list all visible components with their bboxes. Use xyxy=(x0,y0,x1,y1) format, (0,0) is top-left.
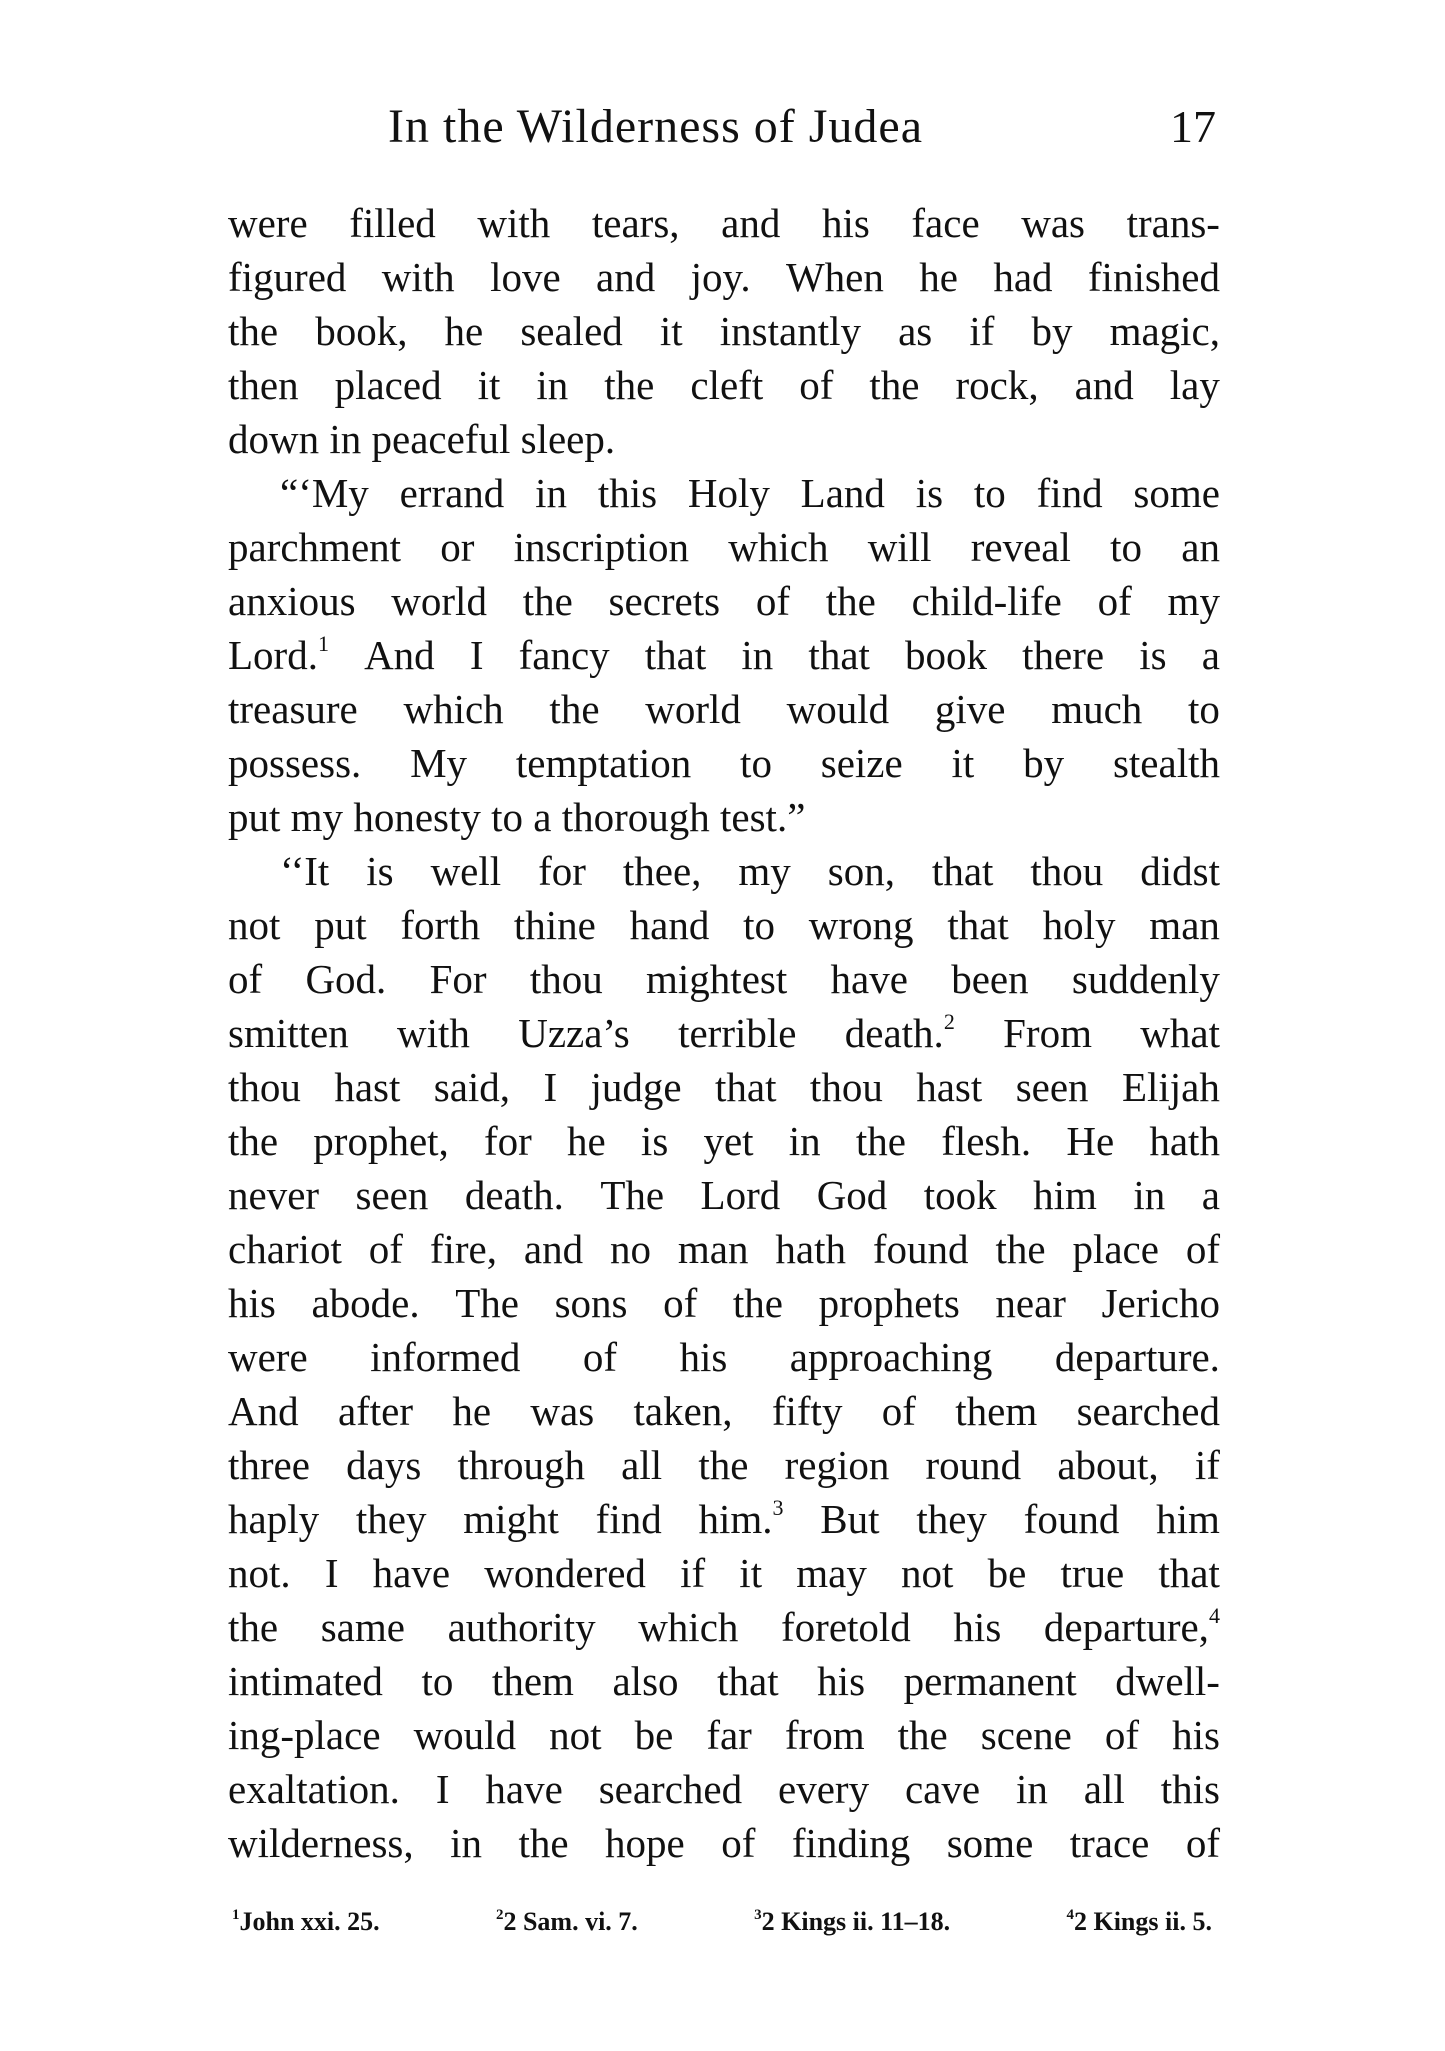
text-line-14: not put forth thine hand to wrong that holy man xyxy=(228,902,1220,948)
running-title: In the Wilderness of Judea xyxy=(388,100,924,153)
page-number: 17 xyxy=(1170,101,1216,152)
text-line-22: were informed of his approaching departure. xyxy=(228,1334,1220,1380)
text-line-7: parchment or inscription which will reveal to an xyxy=(228,524,1220,570)
text-line-8: anxious world the secrets of the child-life of my xyxy=(228,578,1220,624)
text-line-24: three days through all the region round about, if xyxy=(228,1442,1220,1488)
text-line-20: chariot of fire, and no man hath found the place of xyxy=(228,1226,1220,1272)
text-line-17: thou hast said, I judge that thou hast seen Elijah xyxy=(228,1064,1220,1110)
text-line-25: haply they might find him.$^3$ But they found him xyxy=(228,1495,1220,1542)
text-line-11: possess. My temptation to seize it by stealth xyxy=(228,740,1220,786)
text-line-3: the book, he sealed it instantly as if by magic, xyxy=(228,308,1220,354)
text-line-28: intimated to them also that his permanent dwell- xyxy=(228,1658,1220,1704)
text-line-16: smitten with Uzza’s terrible death.$^2$ From what xyxy=(228,1009,1220,1056)
footnote-ref-2: 2 xyxy=(943,1009,955,1034)
text-line-26: not. I have wondered if it may not be true that xyxy=(228,1550,1220,1596)
text-line-9: Lord.$^1$ And I fancy that in that book there is a xyxy=(228,631,1220,678)
text-line-6: “‘My errand in this Holy Land is to find some xyxy=(280,470,1220,516)
text-line-15: of God. For thou mightest have been suddenly xyxy=(228,956,1220,1002)
footnotes xyxy=(232,1902,1212,1942)
text-line-23: And after he was taken, fifty of them searched xyxy=(228,1388,1220,1434)
footnote-ref-3: 3 xyxy=(772,1495,784,1520)
text-line-30: exaltation. I have searched every cave in all this xyxy=(228,1766,1220,1812)
text-line-10: treasure which the world would give much to xyxy=(228,686,1220,732)
footnote-2: $^2$2 Sam. vi. 7. xyxy=(495,1907,638,1936)
text-line-29: ing-place would not be far from the scene of his xyxy=(228,1712,1220,1758)
text-line-1: were filled with tears, and his face was trans- xyxy=(228,200,1220,246)
text-line-31: wilderness, in the hope of finding some trace of xyxy=(228,1820,1220,1866)
body-text xyxy=(228,196,1220,1870)
running-header xyxy=(228,92,1220,162)
footnote-1: $^1$John xxi. 25. xyxy=(232,1907,380,1936)
text-line-27: the same authority which foretold his departure,$^4$ xyxy=(228,1603,1220,1650)
text-line-13: ‘‘It is well for thee, my son, that thou didst xyxy=(280,848,1220,894)
text-line-2: figured with love and joy. When he had finished xyxy=(228,254,1220,300)
text-line-21: his abode. The sons of the prophets near Jericho xyxy=(228,1280,1220,1326)
text-line-18: the prophet, for he is yet in the flesh. He hath xyxy=(228,1118,1220,1164)
text-line-12: put my honesty to a thorough test.” xyxy=(228,794,806,840)
footnote-ref-1: 1 xyxy=(317,631,329,656)
text-line-19: never seen death. The Lord God took him in a xyxy=(228,1172,1220,1218)
footnote-ref-4: 4 xyxy=(1208,1603,1220,1628)
text-line-4: then placed it in the cleft of the rock, and lay xyxy=(228,362,1220,408)
footnote-4: $^4$2 Kings ii. 5. xyxy=(1066,1907,1212,1936)
text-line-5: down in peaceful sleep. xyxy=(228,416,616,462)
footnote-3: $^3$2 Kings ii. 11–18. xyxy=(754,1907,951,1936)
